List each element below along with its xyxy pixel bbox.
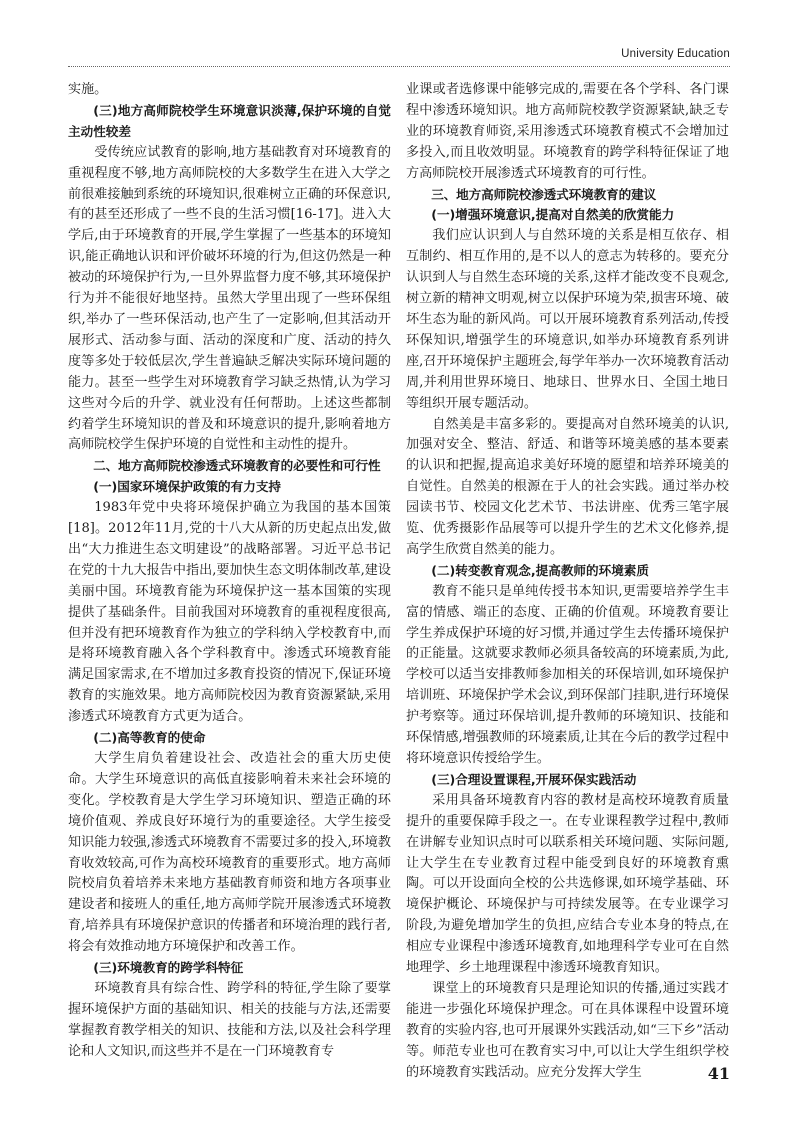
subsection-heading: (一)增强环境意识,提高对自然美的欣赏能力 xyxy=(431,207,675,223)
body-paragraph: 我们应认识到人与自然环境的关系是相互依存、相互制约、相互作用的,是不以人的意志为转移的。要充分认识到人与自然生态环境的关系,这样才能改变不良观念,树立新的精神文明观,树立以保护环境为荣,损害环境、破坏生态为耻的新风尚。可以开展环境教育系列活动,传授环保知识,增强学生的环境意识,如举办环境教育系列讲座,召开环境保护主题班会,每学年举办一次环境教育活动周,并利用世界环境日、地球日、世界水日、全国土地日等组织开展专题活动。 xyxy=(406,228,729,411)
journal-header: University Education xyxy=(621,48,730,60)
subsection-heading: (一)国家环境保护政策的有力支持 xyxy=(93,479,282,495)
body-paragraph: 课堂上的环境教育只是理论知识的传播,通过实践才能进一步强化环境保护理念。可在具体课程中设置环境教育的实验内容,也可开展课外实践活动,如“三下乡”活动等。师范专业也可在教育实习中,可以让大学生组织学校的环境教育实践活动。应充分发挥大学生 xyxy=(406,980,729,1080)
body-paragraph: 实施。 xyxy=(68,82,108,97)
body-paragraph: 环境教育具有综合性、跨学科的特征,学生除了要掌握环境保护方面的基础知识、相关的技能与方法,还需要掌握教育教学相关的知识、技能和方法,以及社会科学理论和人文知识,而这些并不是在一门环境教育专 xyxy=(68,980,391,1059)
subsection-heading: (二)高等教育的使命 xyxy=(93,730,206,746)
header-divider xyxy=(68,66,730,67)
page-number: 41 xyxy=(707,1064,730,1083)
subsection-heading: (三)合理设置课程,开展环保实践活动 xyxy=(431,771,637,787)
body-paragraph: 业课或者选修课中能够完成的,需要在各个学科、各门课程中渗透环境知识。地方高师院校教学资源紧缺,缺乏专业的环境教育师资,采用渗透式环境教育模式不会增加过多投入,而且收效明显。环境教育的跨学科特征保证了地方高师院校开展渗透式环境教育的可行性。 xyxy=(406,82,729,181)
body-paragraph: 教育不能只是单纯传授书本知识,更需要培养学生丰富的情感、端正的态度、正确的价值观。环境教育要让学生养成保护环境的好习惯,并通过学生去传播环境保护的正能量。这就要求教师必须具备较高的环境素质,为此,学校可以适当安排教师参加相关的环保培训,如环境保护培训班、环境保护学术会议,到环保部门挂职,进行环境保护考察等。通过环保培训,提升教师的环境知识、技能和环保情感,增强教师的环境素质,让其在今后的教学过程中将环境意识传授给学生。 xyxy=(406,583,729,766)
section-heading: 二、地方高师院校渗透式环境教育的必要性和可行性 xyxy=(93,458,381,474)
body-paragraph: 受传统应试教育的影响,地方基础教育对环境教育的重视程度不够,地方高师院校的大多数学生在进入大学之前很难接触到系统的环境知识,很难树立正确的环保意识,有的甚至还形成了一些不良的生活习惯[16-17]。进入大学后,由于环境教育的开展,学生掌握了一些基本的环境知识,能正确地认识和评价破坏环境的行为,但这仍然是一种被动的环境保护行为,一旦外界监督力度不够,其环境保护行为并不能很好地坚持。虽然大学里出现了一些环保组织,举办了一些环保活动,也产生了一定影响,但其活动开展形式、活动参与面、活动的深度和广度、活动的持久度等多处于较低层次,学生普遍缺乏解决实际环境问题的能力。甚至一些学生对环境教育学习缺乏热情,认为学习这些对今后的升学、就业没有任何帮助。上述这些都制约着学生环境知识的普及和环境意识的提升,影响着地方高师院校学生保护环境的自觉性和主动性的提升。 xyxy=(68,144,391,453)
left-column xyxy=(68,80,391,1090)
section-heading: 三、地方高师院校渗透式环境教育的建议 xyxy=(431,186,657,202)
subsection-heading: (三)地方高师院校学生环境意识淡薄,保护环境的自觉主动性较差 xyxy=(68,102,391,139)
subsection-heading: (二)转变教育观念,提高教师的环境素质 xyxy=(431,562,649,578)
right-column xyxy=(406,80,729,1090)
body-paragraph: 采用具备环境教育内容的教材是高校环境教育质量提升的重要保障手段之一。在专业课程教学过程中,教师在讲解专业知识点时可以联系相关环境问题、实际问题,让大学生在专业教育过程中能受到良好的环境教育熏陶。可以开设面向全校的公共选修课,如环境学基础、环境保护概论、环境保护与可持续发展等。在专业课学习阶段,为避免增加学生的负担,应结合专业本身的特点,在相应专业课程中渗透环境教育,如地理科学专业可在自然地理学、乡土地理课程中渗透环境教育知识。 xyxy=(406,792,729,976)
subsection-heading: (三)环境教育的跨学科特征 xyxy=(93,960,244,976)
body-paragraph: 1983年党中央将环境保护确立为我国的基本国策[18]。2012年11月,党的十八大从新的历史起点出发,做出“大力推进生态文明建设”的战略部署。习近平总书记在党的十九大报告中指出,要加快生态文明体制改革,建设美丽中国。环境教育能为环境保护这一基本国策的实现提供了基础条件。目前我国对环境教育的重视程度很高,但并没有把环境教育作为独立的学科纳入学校教育中,而是将环境教育融入各个学科教育中。渗透式环境教育能满足国家需求,在不增加过多教育投资的情况下,保证环境教育的实施效果。地方高师院校因为教育资源紧缺,采用渗透式环境教育方式更为适合。 xyxy=(68,500,391,725)
body-paragraph: 大学生肩负着建设社会、改造社会的重大历史使命。大学生环境意识的高低直接影响着未来社会环境的变化。学校教育是大学生学习环境知识、塑造正确的环境价值观、养成良好环境行为的重要途径。大学生接受知识能力较强,渗透式环境教育不需要过多的投入,环境教育收效较高,可作为高校环境教育的重要形式。地方高师院校肩负着培养未来地方基础教育师资和地方各项事业建设者和接班人的重任,地方高师学院开展渗透式环境教育,培养具有环境保护意识的传播者和环境治理的践行者,将会有效推动地方环境保护和改善工作。 xyxy=(68,751,391,955)
body-paragraph: 自然美是丰富多彩的。要提高对自然环境美的认识,加强对安全、整洁、舒适、和谐等环境美感的基本要素的认识和把握,提高追求美好环境的愿望和培养环境美的自觉性。自然美的根源在于人的社会实践。通过举办校园读书节、校园文化艺术节、书法讲座、优秀三笔字展览、优秀摄影作品展等可以提升学生的艺术文化修养,提高学生欣赏自然美的能力。 xyxy=(406,416,729,557)
